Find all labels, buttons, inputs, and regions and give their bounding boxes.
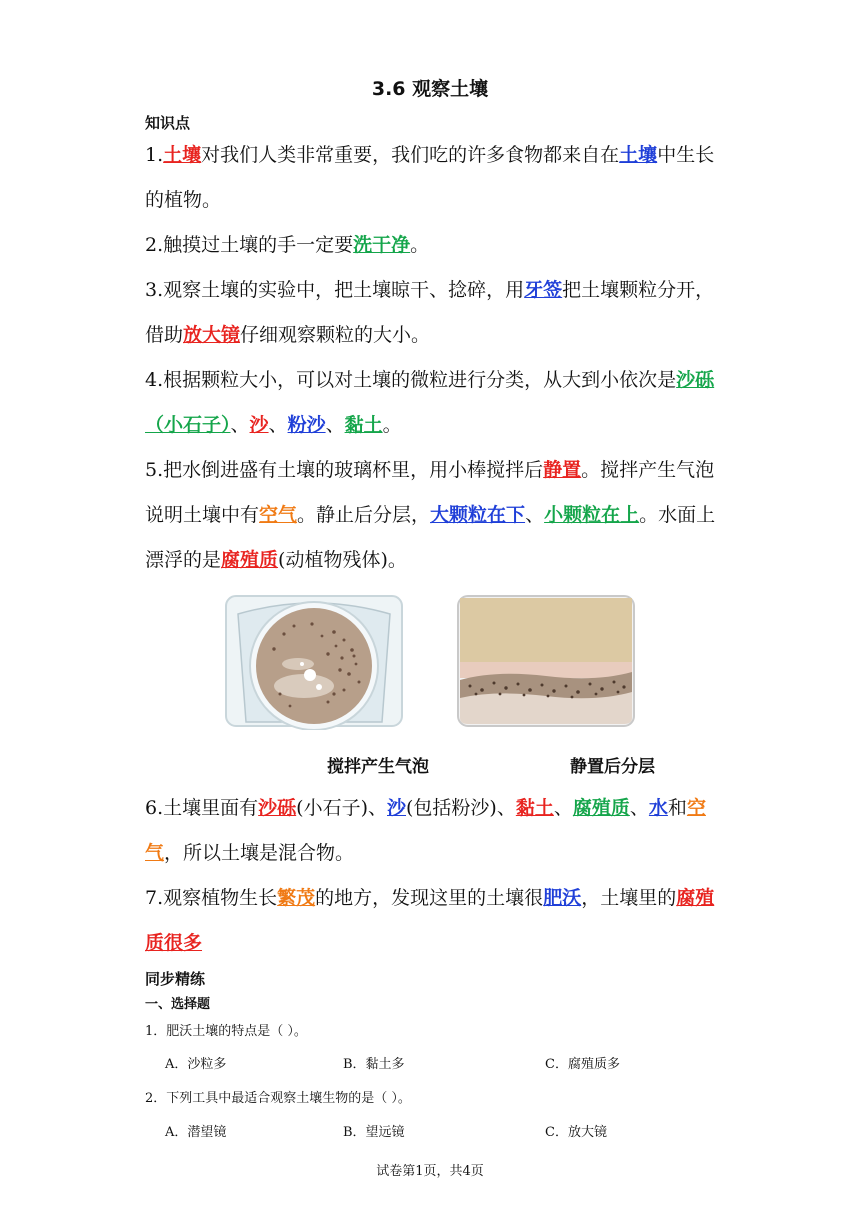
settled-layers-illustration [456, 594, 636, 730]
figure-caption-stirring: 搅拌产生气泡 [327, 757, 429, 777]
point-text: 仔细观察颗粒的大小。 [240, 324, 431, 346]
point-text: 把水倒进盛有土壤的玻璃杯里，用小棒搅拌后 [163, 459, 544, 481]
point-text: 中生长的植物。 [145, 144, 715, 211]
keyword-sand: 沙 [249, 414, 269, 436]
point-text: 观察植物生长 [163, 887, 278, 909]
keyword-lush: 繁茂 [277, 887, 316, 909]
section-heading-choice: 一、选择题 [145, 997, 211, 1012]
section-heading-knowledge: 知识点 [145, 114, 191, 132]
figure-caption-settled: 静置后分层 [570, 757, 655, 777]
point-number: 4. [145, 369, 164, 391]
keyword-soil: 土壤 [619, 144, 658, 166]
keyword-fertile: 肥沃 [543, 887, 582, 909]
page-footer: 试卷第1页，共4页 [376, 1164, 484, 1179]
knowledge-point-2 [145, 223, 720, 268]
point-text: 触摸过土壤的手一定要 [163, 234, 354, 256]
keyword-humus: 腐殖质 [221, 549, 279, 571]
point-text: 、 [525, 504, 545, 526]
section-heading-practice: 同步精练 [145, 970, 206, 988]
point-text: 根据颗粒大小，可以对土壤的微粒进行分类，从大到小依次是 [163, 369, 677, 391]
point-text: 和 [667, 797, 687, 819]
question-2-option-c[interactable]: C．放大镜 [545, 1125, 607, 1140]
point-text: 、 [325, 414, 345, 436]
point-text: 。搅拌产生气泡说明土壤中有 [145, 459, 715, 526]
keyword-soil: 土壤 [163, 144, 202, 166]
stirring-bubbles-illustration [224, 594, 404, 730]
page-title: 3.6 观察土壤 [371, 78, 489, 100]
point-text: 。 [410, 234, 430, 256]
point-number: 3. [145, 279, 164, 301]
keyword-clay: 黏土 [344, 414, 383, 436]
question-1-option-c[interactable]: C．腐殖质多 [545, 1057, 620, 1072]
point-text: 。静止后分层， [297, 504, 431, 526]
keyword-toothpick: 牙签 [524, 279, 563, 301]
point-text: 的地方，发现这里的土壤很 [315, 887, 544, 909]
point-number: 5. [145, 459, 164, 481]
keyword-air: 空气 [145, 797, 706, 864]
point-text: 。 [382, 414, 402, 436]
question-2-option-b[interactable]: B．望远镜 [343, 1125, 405, 1140]
point-text: 、 [553, 797, 573, 819]
keyword-sand: 沙 [387, 797, 407, 819]
knowledge-point-4 [145, 358, 720, 448]
knowledge-point-5 [145, 448, 720, 583]
point-text: 对我们人类非常重要，我们吃的许多食物都来自在 [201, 144, 620, 166]
keyword-much-humus: 腐殖质很多 [145, 887, 715, 954]
question-1-option-a[interactable]: A．沙粒多 [165, 1057, 227, 1072]
knowledge-point-1 [145, 133, 720, 223]
point-text: 。水面上漂浮的是 [145, 504, 716, 571]
point-number: 7. [145, 887, 164, 909]
knowledge-point-7 [145, 876, 720, 966]
point-number: 2. [145, 234, 164, 256]
point-text: (动植物残体)。 [278, 549, 407, 571]
keyword-water: 水 [648, 797, 668, 819]
knowledge-point-3 [145, 268, 720, 358]
point-text: 土壤里面有 [163, 797, 259, 819]
knowledge-point-6 [145, 786, 720, 876]
point-text: (小石子)、 [296, 797, 387, 819]
question-1-option-b[interactable]: B．黏土多 [343, 1057, 405, 1072]
keyword-gravel: 沙砾 [258, 797, 297, 819]
point-text: 观察土壤的实验中，把土壤晾干、捻碎，用 [163, 279, 525, 301]
point-text: 、 [629, 797, 649, 819]
point-text: 、 [268, 414, 288, 436]
point-text: ，土壤里的 [581, 887, 677, 909]
keyword-silt: 粉沙 [287, 414, 326, 436]
point-number: 6. [145, 797, 164, 819]
question-1-stem: 1．肥沃土壤的特点是（ ）。 [145, 1024, 307, 1039]
keyword-wash: 洗干净 [353, 234, 411, 256]
point-text: (包括粉沙)、 [406, 797, 516, 819]
keyword-large-particles-bottom: 大颗粒在下 [430, 504, 526, 526]
keyword-small-particles-top: 小颗粒在上 [544, 504, 640, 526]
point-text: 、 [230, 414, 250, 436]
keyword-clay: 黏土 [515, 797, 554, 819]
question-2-stem: 2．下列工具中最适合观察土壤生物的是（ ）。 [145, 1091, 411, 1106]
keyword-humus: 腐殖质 [572, 797, 630, 819]
keyword-magnifier: 放大镜 [183, 324, 241, 346]
point-text: ，所以土壤是混合物。 [164, 842, 355, 864]
point-number: 1. [145, 144, 164, 166]
question-2-option-a[interactable]: A．潜望镜 [165, 1125, 227, 1140]
keyword-gravel: 沙砾（小石子） [145, 369, 715, 436]
point-text: 把土壤颗粒分开，借助 [145, 279, 715, 346]
keyword-air: 空气 [259, 504, 298, 526]
keyword-settle: 静置 [543, 459, 582, 481]
